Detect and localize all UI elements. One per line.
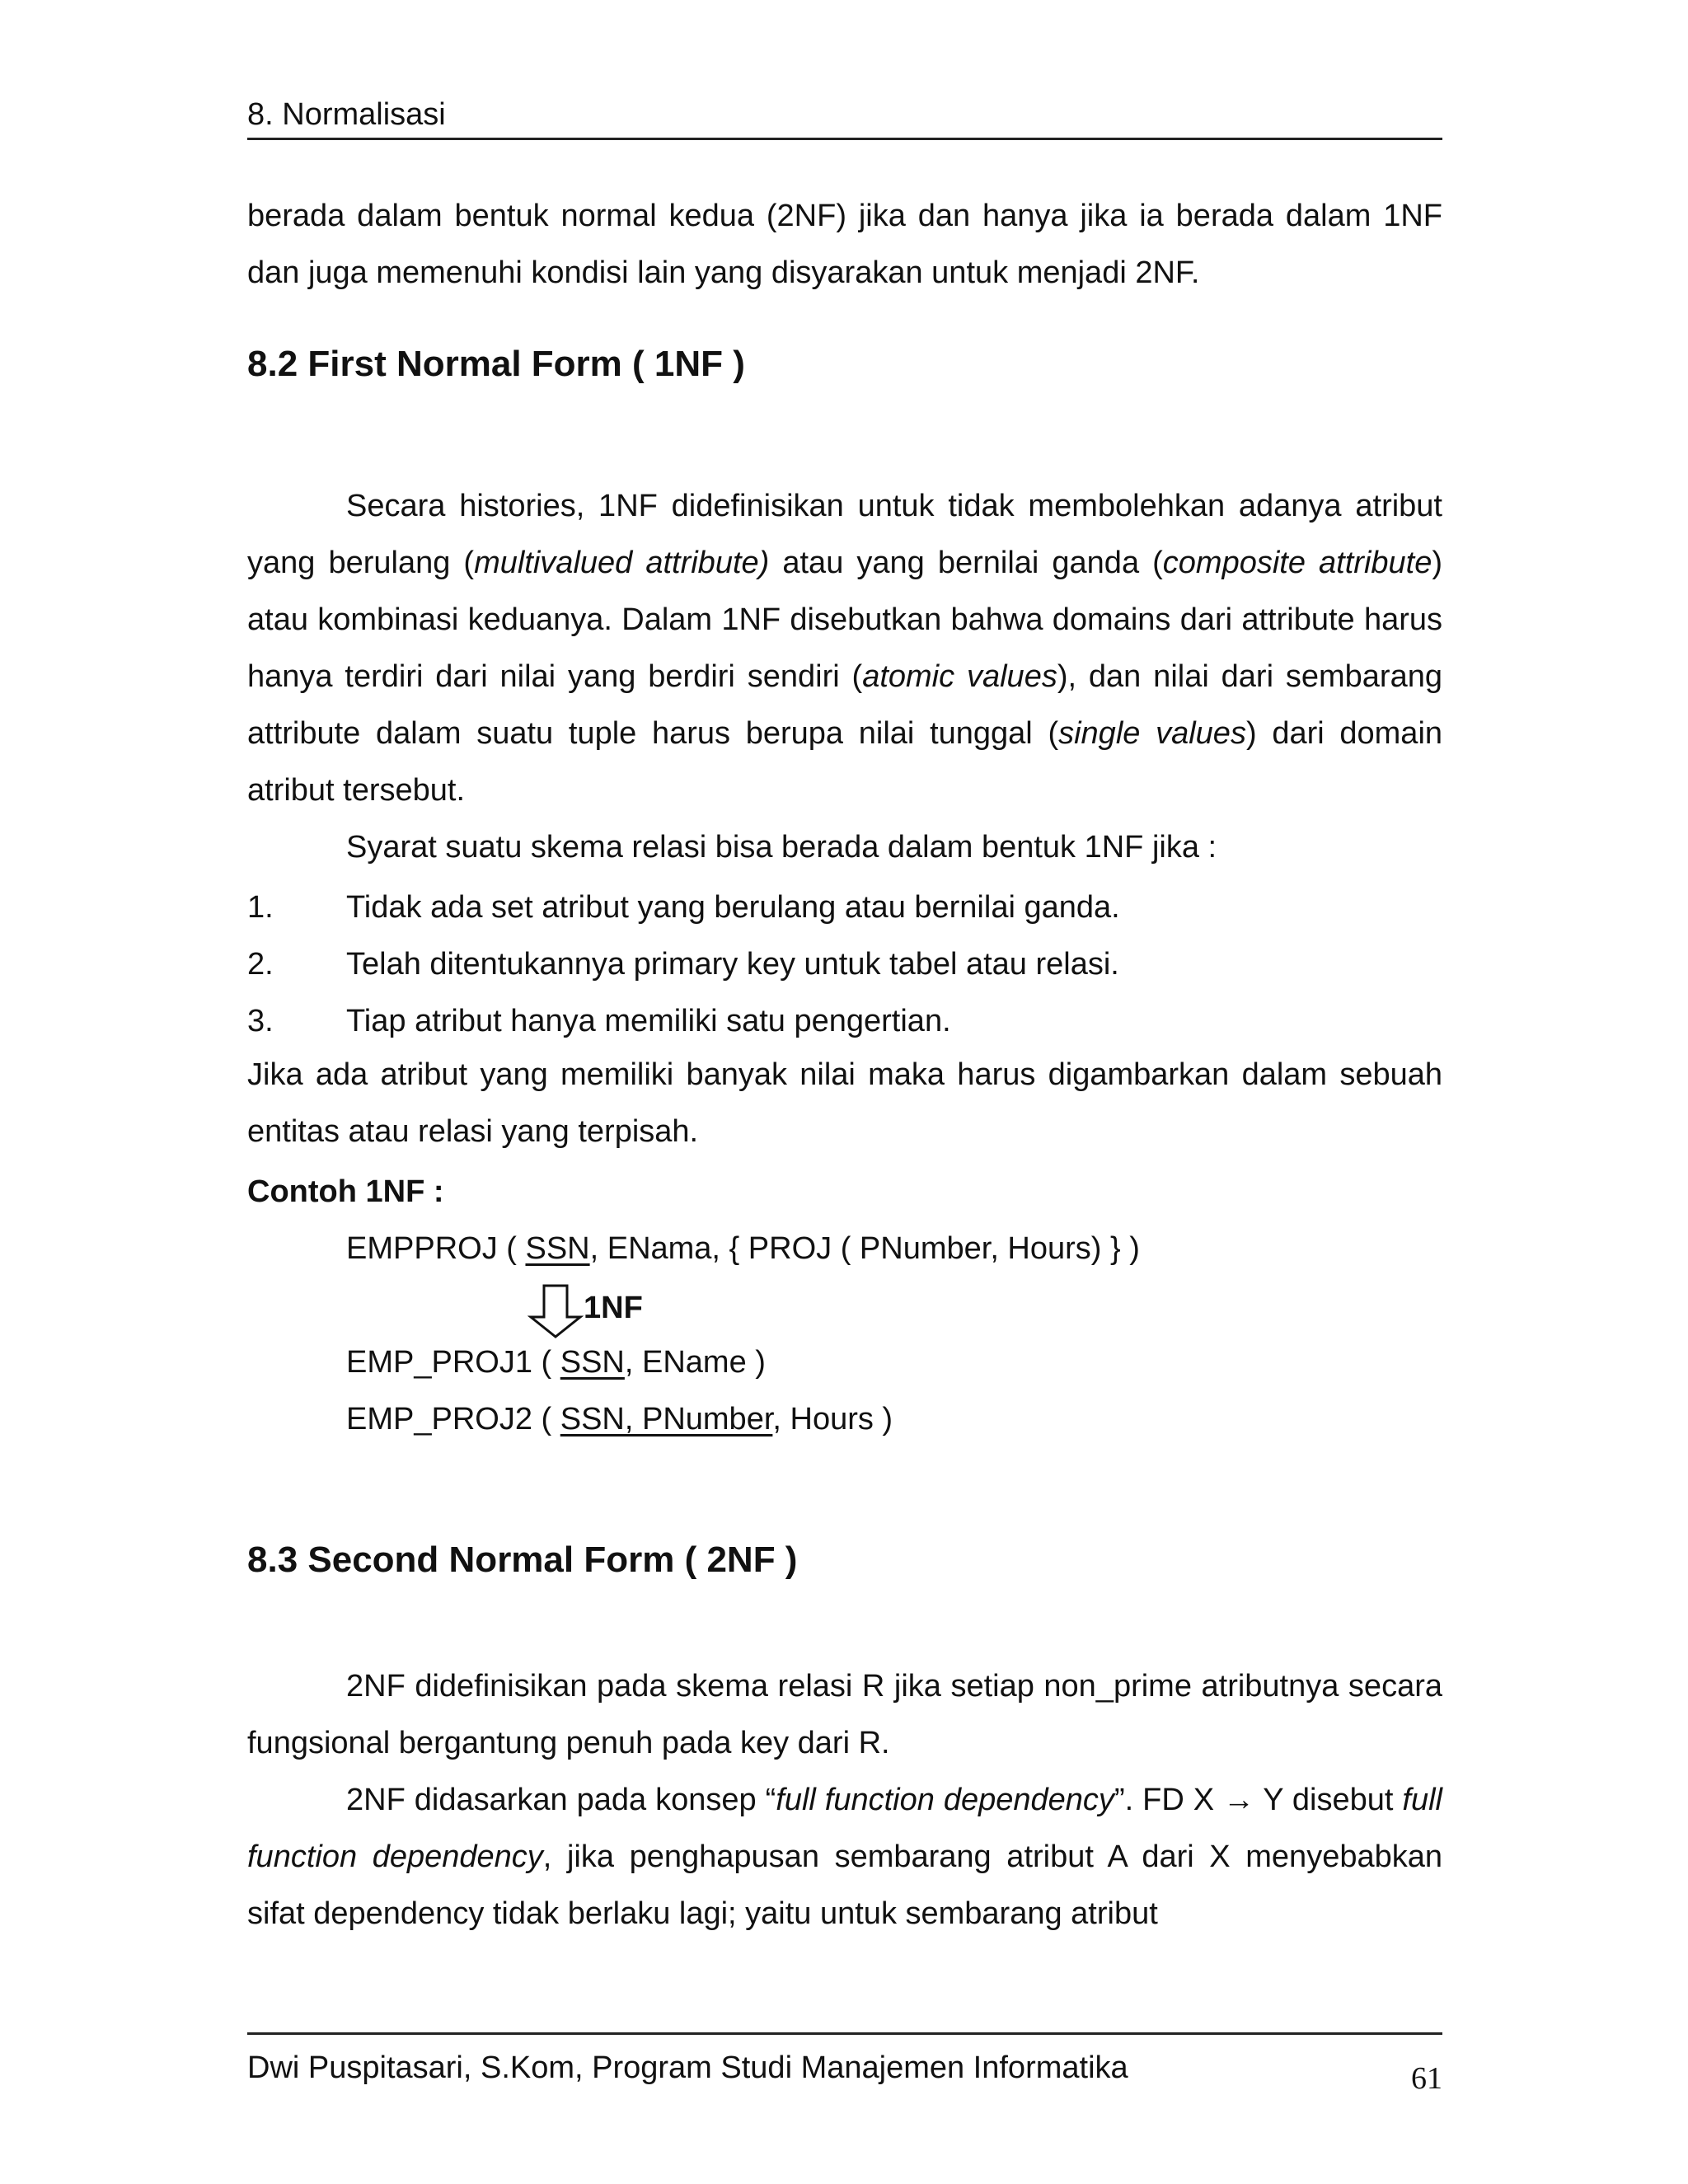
paragraph-1nf-conditions: Syarat suatu skema relasi bisa berada dalam bentuk 1NF jika : <box>346 830 1217 865</box>
list-item: Tiap atribut hanya memiliki satu pengertian. <box>346 1004 951 1038</box>
arrow-label-1nf: 1NF <box>584 1291 643 1325</box>
example-relation-emp-proj2: EMP_PROJ2 ( SSN, PNumber, Hours ) <box>346 1402 893 1436</box>
paragraph-1nf-definition: Secara histories, 1NF didefinisikan untuk tidak membolehkan adanya atribut yang berulang (multivalued attribute) atau yang bernilai ganda (composite attribute) atau kombinasi keduanya. Dalam 1NF disebutkan bahwa domains dari attribute harus hanya terdiri dari nilai yang berdiri sendiri (atomic values), dan nilai dari sembarang attribute dalam suatu tuple harus berupa nilai tunggal (single values) dari domain atribut tersebut. <box>247 489 1443 808</box>
intro-paragraph: berada dalam bentuk normal kedua (2NF) jika dan hanya jika ia berada dalam 1NF dan juga memenuhi kondisi lain yang disyarakan untuk menjadi 2NF. <box>247 199 1442 290</box>
paragraph-1nf-multivalue: Jika ada atribut yang memiliki banyak nilai maka harus digambarkan dalam sebuah entitas atau relasi yang terpisah. <box>247 1057 1442 1149</box>
section-title-1nf: 8.2 First Normal Form ( 1NF ) <box>247 344 745 384</box>
example-relation-emp-proj1: EMP_PROJ1 ( SSN, EName ) <box>346 1345 766 1380</box>
list-number: 3. <box>247 1004 274 1038</box>
running-header: 8. Normalisasi <box>247 97 446 132</box>
example-relation-empproj: EMPPROJ ( SSN, ENama, { PROJ ( PNumber, Hours) } ) <box>346 1231 1140 1266</box>
list-item: Telah ditentukannya primary key untuk tabel atau relasi. <box>346 947 1119 982</box>
list-number: 2. <box>247 947 274 982</box>
footer-author: Dwi Puspitasari, S.Kom, Program Studi Manajemen Informatika <box>247 2050 1128 2085</box>
list-number: 1. <box>247 890 274 925</box>
paragraph-2nf-full-dependency: 2NF didasarkan pada konsep “full function dependency”. FD X → Y disebut full function dependency, jika penghapusan sembarang atribut A dari X menyebabkan sifat dependency tidak berlaku lagi; yaitu untuk sembarang atribut <box>247 1783 1442 1931</box>
footer-rule <box>247 2032 1442 2035</box>
header-rule <box>247 138 1442 140</box>
down-arrow-icon <box>528 1284 584 1338</box>
section-title-2nf: 8.3 Second Normal Form ( 2NF ) <box>247 1540 798 1580</box>
page-number: 61 <box>1411 2061 1442 2096</box>
example-label: Contoh 1NF : <box>247 1174 444 1209</box>
list-item: Tidak ada set atribut yang berulang atau bernilai ganda. <box>346 890 1120 925</box>
paragraph-2nf-definition: 2NF didefinisikan pada skema relasi R jika setiap non_prime atributnya secara fungsional bergantung penuh pada key dari R. <box>247 1669 1442 1760</box>
